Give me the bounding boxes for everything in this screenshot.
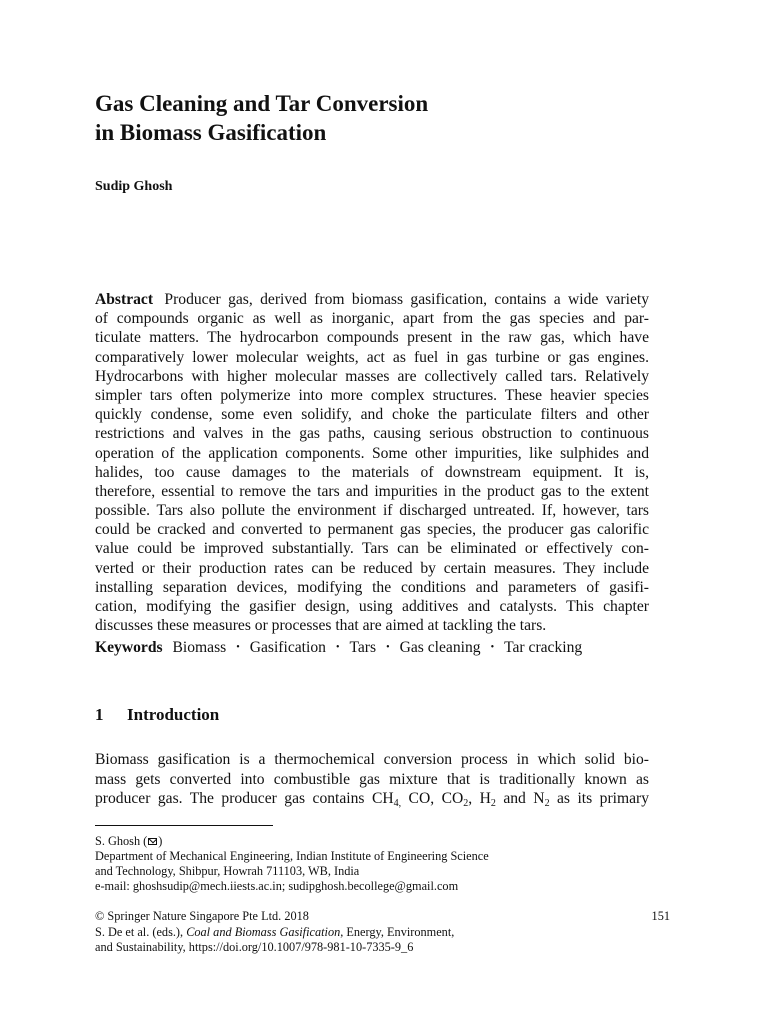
copyright-block (95, 909, 655, 956)
abstract-line: value could be improved substantially. Tars can be eliminated or effectively con- (95, 540, 649, 558)
chapter-title-line: Gas Cleaning and Tar Conversion (95, 91, 429, 116)
keyword: Gas cleaning (399, 639, 481, 656)
section-number: 1 (95, 705, 104, 724)
footnote-author: S. Ghosh ( (95, 834, 148, 848)
abstract-line (95, 290, 649, 309)
footnote-divider (95, 825, 273, 826)
citation-doi-line: and Sustainability, https://doi.org/10.1007/978-981-10-7335-9_6 (95, 940, 414, 954)
affiliation-author-line (95, 834, 655, 849)
subscript: 2 (544, 798, 550, 810)
chapter-title-line: in Biomass Gasification (95, 120, 327, 145)
keywords (95, 638, 655, 660)
keyword-separator: • (236, 642, 240, 653)
abstract-line: cation, modifying the gasifier design, using additives and catalysts. This chapter (95, 598, 649, 615)
abstract-line: operation of the application components. Some other impurities, like sulphides and (95, 444, 649, 462)
author-affiliation (95, 834, 655, 894)
intro-paragraph (95, 750, 649, 809)
subscript: 4, (393, 798, 402, 810)
intro-text: producer gas. The producer gas contains CH (95, 790, 394, 808)
envelope-icon (148, 838, 157, 845)
keyword-separator: • (386, 642, 390, 653)
intro-line (95, 789, 649, 809)
abstract-text: Producer gas, derived from biomass gasification, contains a wide variety (164, 291, 649, 308)
keyword-separator: • (335, 642, 340, 653)
subscript: 2 (463, 798, 469, 810)
book-title: Coal and Biomass Gasification (186, 924, 341, 939)
abstract-line: Hydrocarbons with higher molecular masses are collectively called tars. Relatively (95, 367, 649, 385)
section-heading (95, 704, 219, 726)
keyword-separator: • (490, 642, 495, 653)
abstract (95, 290, 649, 635)
affiliation-line: and Technology, Shibpur, Howrah 711103, WB, India (95, 864, 360, 878)
keywords-label: Keywords (95, 639, 163, 656)
keyword: Tar cracking (504, 639, 583, 656)
affiliation-line: Department of Mechanical Engineering, Indian Institute of Engineering Science (95, 849, 489, 863)
abstract-line: installing separation devices, modifying the conditions and parameters of gasifi- (95, 578, 649, 596)
affiliation-email: e-mail: ghoshsudip@mech.iiests.ac.in; sudipghosh.becollege@gmail.com (95, 879, 459, 893)
chapter-title (95, 89, 675, 147)
abstract-line: therefore, essential to remove the tars and impurities in the product gas to the extent (95, 482, 649, 500)
abstract-line: comparatively lower molecular weights, act as fuel in gas turbine or gas engines. (95, 348, 649, 366)
abstract-line: restrictions and valves in the gas paths, causing serious obstruction to continuous (95, 425, 649, 443)
keyword: Gasification (249, 639, 326, 656)
abstract-label: Abstract (95, 291, 154, 308)
keyword: Biomass (172, 639, 227, 656)
citation-line (95, 925, 655, 941)
footnote-author-close: ) (158, 834, 163, 848)
abstract-line: simpler tars often polymerize into more complex structures. These heavier species (95, 386, 649, 404)
citation-editors: S. De et al. (eds.), (95, 924, 187, 939)
abstract-line: verted or their production rates can be reduced by certain measures. They include (95, 559, 649, 577)
page-number: 151 (651, 909, 670, 923)
abstract-line: discusses these measures or processes that are aimed at tackling the tars. (95, 617, 547, 635)
author-name: Sudip Ghosh (95, 179, 173, 194)
abstract-line: could be cracked and converted to permanent gas species, the producer gas calorific (95, 521, 649, 539)
intro-text: and N (495, 790, 545, 808)
keyword: Tars (349, 639, 377, 656)
citation-series: , Energy, Environment, (340, 924, 455, 939)
abstract-line: halides, too cause damages to the materials of downstream equipment. It is, (95, 463, 649, 481)
abstract-line: possible. Tars also pollute the environment if discharged untreated. If, however, tars (95, 502, 649, 520)
abstract-line: quickly condense, some even solidify, and choke the particulate filters and other (95, 406, 649, 424)
intro-text: CO, CO (401, 790, 464, 808)
abstract-line: ticulate matters. The hydrocarbon compounds present in the raw gas, which have (95, 329, 649, 347)
copyright-line: © Springer Nature Singapore Pte Ltd. 2018 (95, 909, 309, 923)
intro-line: Biomass gasification is a thermochemical conversion process in which solid bio- (95, 751, 649, 768)
intro-text: , H (468, 790, 491, 808)
section-title: Introduction (127, 705, 220, 724)
abstract-line: of compounds organic as well as inorganic, apart from the gas species and par- (95, 310, 649, 328)
subscript: 2 (490, 798, 496, 810)
intro-line: mass gets converted into combustible gas mixture that is traditionally known as (95, 770, 649, 788)
intro-text: as its primary (549, 790, 650, 808)
